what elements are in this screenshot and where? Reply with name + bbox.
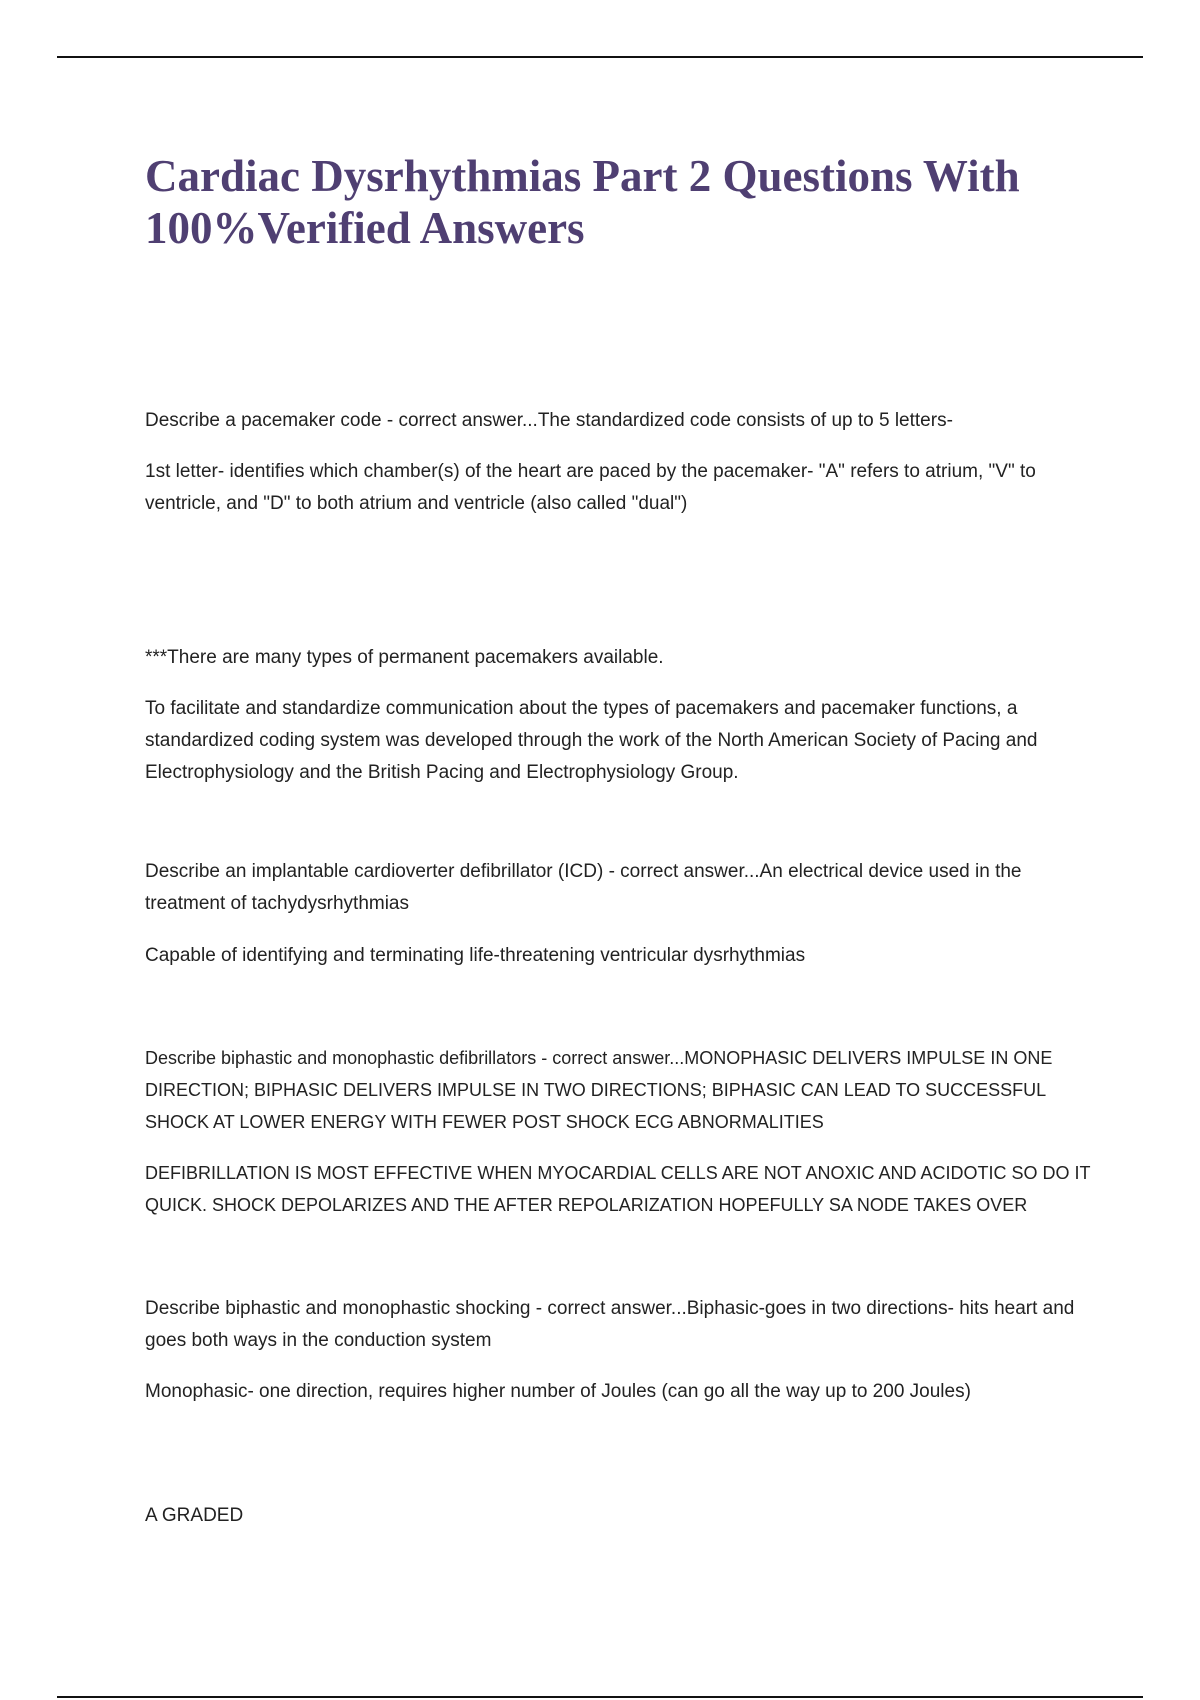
top-rule <box>57 56 1143 58</box>
paragraph-icd-capability: Capable of identifying and terminating life-threatening ventricular dysrhythmias <box>145 945 806 966</box>
paragraph-coding-system: To facilitate and standardize communication about the types of pacemakers and pacemaker functions, a standardized coding system was developed through the work of the North American Society of Pacing and Electrophysiology and the British Pacing and Electrophysiology Group. <box>145 698 1038 783</box>
paragraph-defibrillator-question: Describe biphastic and monophastic defibrillators - correct answer...MONOPHASIC DELIVERS IMPULSE IN ONE DIRECTION; BIPHASIC DELIVERS IMPULSE IN TWO DIRECTIONS; BIPHASIC CAN LEAD TO SUCCESSFUL SHOCK AT LOWER ENERGY WITH FEWER POST SHOCK ECG ABNORMALITIES <box>145 1048 1053 1132</box>
paragraph-icd-question: Describe an implantable cardioverter defibrillator (ICD) - correct answer...An electrical device used in the treatment of tachydysrhythmias <box>145 861 1022 914</box>
paragraph-monophasic-joules: Monophasic- one direction, requires higher number of Joules (can go all the way up to 200 Joules) <box>145 1381 971 1402</box>
paragraph-pacemaker-code-question: Describe a pacemaker code - correct answer...The standardized code consists of up to 5 letters- <box>145 410 953 431</box>
paragraph-defibrillation-effectiveness: DEFIBRILLATION IS MOST EFFECTIVE WHEN MYOCARDIAL CELLS ARE NOT ANOXIC AND ACIDOTIC SO DO IT QUICK. SHOCK DEPOLARIZES AND THE AFTER REPOLARIZATION HOPEFULLY SA NODE TAKES OVER <box>145 1163 1091 1215</box>
paragraph-shocking-question: Describe biphastic and monophastic shocking - correct answer...Biphasic-goes in two directions- hits heart and goes both ways in the conduction system <box>145 1298 1075 1351</box>
paragraph-pacemaker-types-note: ***There are many types of permanent pacemakers available. <box>145 647 664 668</box>
grade-label: A GRADED <box>145 1505 244 1526</box>
document-title: Cardiac Dysrhythmias Part 2 Questions With 100%Verified Answers <box>145 151 1020 253</box>
paragraph-pacemaker-first-letter: 1st letter- identifies which chamber(s) of the heart are paced by the pacemaker- "A" refers to atrium, "V" to ventricle, and "D" to both atrium and ventricle (also called "dual") <box>145 461 1036 514</box>
bottom-rule <box>57 1696 1143 1698</box>
